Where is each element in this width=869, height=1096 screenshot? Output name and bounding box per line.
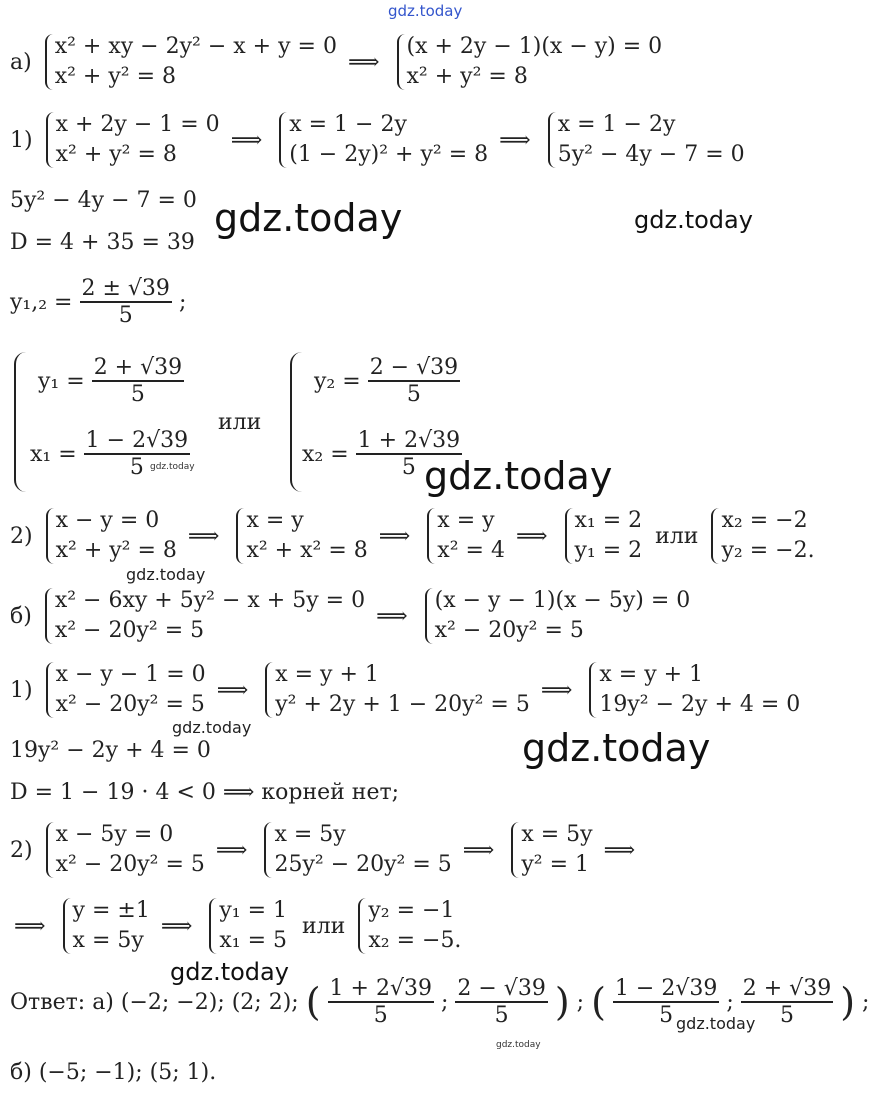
numerator: 1 − 2√39 <box>85 428 189 453</box>
lhs: y₁ = <box>38 368 85 394</box>
case-b2-line <box>10 820 639 880</box>
implies-arrow: ⟹ <box>462 837 495 863</box>
fraction <box>368 355 460 407</box>
denominator: 5 <box>130 382 145 407</box>
implies-arrow: ⟹ <box>378 523 411 549</box>
equation: x + 2y − 1 = 0 <box>55 112 220 137</box>
part-b-line <box>10 586 690 646</box>
case-a1-line <box>10 110 745 170</box>
y2-expression <box>314 355 460 407</box>
equation: x = 1 − 2y <box>289 112 407 137</box>
answer-b-line: б) (−5; −1); (5; 1). <box>10 1060 217 1085</box>
implies-arrow: ⟹ <box>376 603 408 629</box>
x1-expression <box>30 428 190 480</box>
case-b2-continuation <box>10 896 461 956</box>
watermark: gdz.today <box>496 1040 541 1050</box>
denominator: 5 <box>406 382 421 407</box>
system <box>425 506 505 566</box>
watermark: gdz.today <box>172 718 252 737</box>
equation: x² − 6xy + 5y² − x + 5y = 0 <box>54 588 366 613</box>
equation: y₁ = 2 <box>574 538 643 563</box>
system <box>263 660 530 720</box>
equation: 5y² − 4y − 7 = 0 <box>557 142 745 167</box>
equation: (1 − 2y)² + y² = 8 <box>289 142 489 167</box>
denominator: 5 <box>118 303 133 328</box>
implies-arrow: ⟹ <box>515 523 548 549</box>
quadratic-equation: 5y² − 4y − 7 = 0 <box>10 188 197 213</box>
system <box>44 660 206 720</box>
y1-expression <box>38 355 184 407</box>
implies-arrow: ⟹ <box>160 913 193 939</box>
denominator: 5 <box>129 455 144 480</box>
lhs: x₁ = <box>30 441 77 467</box>
semicolon: ; <box>178 289 187 315</box>
roots-formula <box>10 276 186 328</box>
fraction <box>80 276 172 328</box>
numerator: 1 + 2√39 <box>329 976 432 1001</box>
equation: x² − 20y² = 5 <box>434 618 584 643</box>
case-a2-line <box>10 506 815 566</box>
answer-prefix: Ответ: а) (−2; −2); (2; 2); <box>10 989 299 1015</box>
equation: (x − y − 1)(x − 5y) = 0 <box>434 588 691 613</box>
close-paren: ) <box>554 980 570 1024</box>
watermark: gdz.today <box>634 206 753 234</box>
equation: x − 5y = 0 <box>55 822 174 847</box>
discriminant: D = 1 − 19 · 4 < 0 ⟹ корней нет; <box>10 780 400 805</box>
or-label: или <box>302 913 346 939</box>
system <box>563 506 643 566</box>
equation: x = 5y <box>521 822 593 847</box>
implies-arrow: ⟹ <box>347 49 380 75</box>
implies-arrow: ⟹ <box>499 127 531 153</box>
case-label: 2) <box>10 837 33 863</box>
equation: x = y <box>437 508 495 533</box>
separator: ; <box>576 989 585 1015</box>
system <box>44 820 205 880</box>
part-b-label: б) <box>10 603 32 629</box>
system-b-factored <box>423 586 691 646</box>
equation: x₁ = 5 <box>219 928 288 953</box>
open-paren: ( <box>305 980 321 1024</box>
implies-arrow: ⟹ <box>215 837 248 863</box>
denominator: 5 <box>373 1003 388 1028</box>
watermark: gdz.today <box>126 565 206 584</box>
separator: ; <box>726 989 734 1015</box>
system <box>587 660 800 720</box>
equation: x = 1 − 2y <box>557 112 676 137</box>
system <box>234 506 367 566</box>
or-label: или <box>218 410 262 435</box>
equation: x² + y² = 8 <box>55 142 177 167</box>
brace-left-system <box>14 352 26 492</box>
watermark: gdz.today <box>170 958 289 986</box>
numerator: 1 + 2√39 <box>357 428 461 453</box>
numerator: 2 + √39 <box>742 976 832 1001</box>
separator: ; <box>862 989 869 1015</box>
system-b-original <box>43 586 365 646</box>
case-label: 2) <box>10 523 33 549</box>
equation: x = 5y <box>72 928 144 953</box>
equation: x₂ = −5. <box>368 928 462 953</box>
implies-arrow: ⟹ <box>216 677 249 703</box>
implies-arrow: ⟹ <box>187 523 220 549</box>
equation: x = y + 1 <box>275 662 379 687</box>
equation: x = y + 1 <box>599 662 704 687</box>
equation: x² + y² = 8 <box>406 64 528 89</box>
case-label: 1) <box>10 127 33 153</box>
equation: x² = 4 <box>437 538 505 563</box>
equation: y² = 1 <box>521 852 589 877</box>
part-a-line <box>10 32 662 92</box>
equation: y = ±1 <box>72 898 150 923</box>
equation: y₂ = −2. <box>721 538 815 563</box>
numerator: 2 + √39 <box>93 355 183 380</box>
discriminant: D = 4 + 35 = 39 <box>10 230 195 255</box>
denominator: 5 <box>779 1003 794 1028</box>
brace-right-system <box>290 352 302 492</box>
denominator: 5 <box>659 1003 674 1028</box>
equation: y₂ = −1 <box>368 898 455 923</box>
implies-arrow: ⟹ <box>540 677 573 703</box>
equation: x = y <box>246 508 304 533</box>
watermark: gdz.today <box>214 196 403 240</box>
system <box>509 820 592 880</box>
equation: x² + x² = 8 <box>246 538 368 563</box>
implies-arrow: ⟹ <box>603 837 636 863</box>
equation: 25y² − 20y² = 5 <box>274 852 452 877</box>
system <box>207 896 287 956</box>
part-a-label: а) <box>10 49 32 75</box>
implies-arrow: ⟹ <box>230 127 263 153</box>
system-a-original <box>43 32 337 92</box>
or-label: или <box>655 523 699 549</box>
fraction <box>84 428 190 480</box>
denominator: 5 <box>401 455 416 480</box>
system <box>709 506 814 566</box>
numerator: 2 − √39 <box>369 355 459 380</box>
numerator: 1 − 2√39 <box>614 976 718 1001</box>
system-a-factored <box>395 32 663 92</box>
equation: x = 5y <box>274 822 346 847</box>
equation: x² + y² = 8 <box>54 64 177 89</box>
case-b1-line <box>10 660 800 720</box>
equation: x² − 20y² = 5 <box>55 692 205 717</box>
equation: x − y = 0 <box>55 508 160 533</box>
watermark: gdz.today <box>522 726 711 770</box>
system <box>44 506 177 566</box>
equation: y₁ = 1 <box>219 898 288 923</box>
equation: y² + 2y + 1 − 20y² = 5 <box>275 692 530 717</box>
fraction <box>92 355 184 407</box>
denominator: 5 <box>494 1003 509 1028</box>
open-paren: ( <box>591 980 606 1024</box>
fraction <box>328 976 434 1028</box>
roots-lhs: y₁,₂ = <box>10 289 73 315</box>
close-paren: ) <box>840 980 856 1024</box>
watermark: gdz.today <box>676 1014 756 1033</box>
lhs: x₂ = <box>302 441 349 467</box>
system <box>277 110 488 170</box>
system <box>262 820 451 880</box>
equation: x₂ = −2 <box>721 508 808 533</box>
watermark: gdz.today <box>150 462 195 472</box>
quadratic-equation: 19y² − 2y + 4 = 0 <box>10 738 211 763</box>
equation: x² − 20y² = 5 <box>54 618 205 643</box>
system <box>356 896 461 956</box>
case-label: 1) <box>10 677 33 703</box>
implies-arrow: ⟹ <box>14 913 46 939</box>
system <box>61 896 150 956</box>
equation: x² + y² = 8 <box>55 538 177 563</box>
equation: x₁ = 2 <box>574 508 643 533</box>
watermark-top: gdz.today <box>388 2 463 20</box>
separator: ; <box>440 989 449 1015</box>
equation: x² + xy − 2y² − x + y = 0 <box>54 34 337 59</box>
numerator: 2 − √39 <box>457 976 546 1001</box>
system <box>546 110 745 170</box>
system <box>44 110 220 170</box>
watermark: gdz.today <box>424 454 613 498</box>
equation: (x + 2y − 1)(x − y) = 0 <box>406 34 663 59</box>
equation: x − y − 1 = 0 <box>55 662 206 687</box>
lhs: y₂ = <box>314 368 361 394</box>
fraction <box>455 976 547 1028</box>
numerator: 2 ± √39 <box>81 276 170 301</box>
equation: x² − 20y² = 5 <box>55 852 205 877</box>
equation: 19y² − 2y + 4 = 0 <box>599 692 801 717</box>
